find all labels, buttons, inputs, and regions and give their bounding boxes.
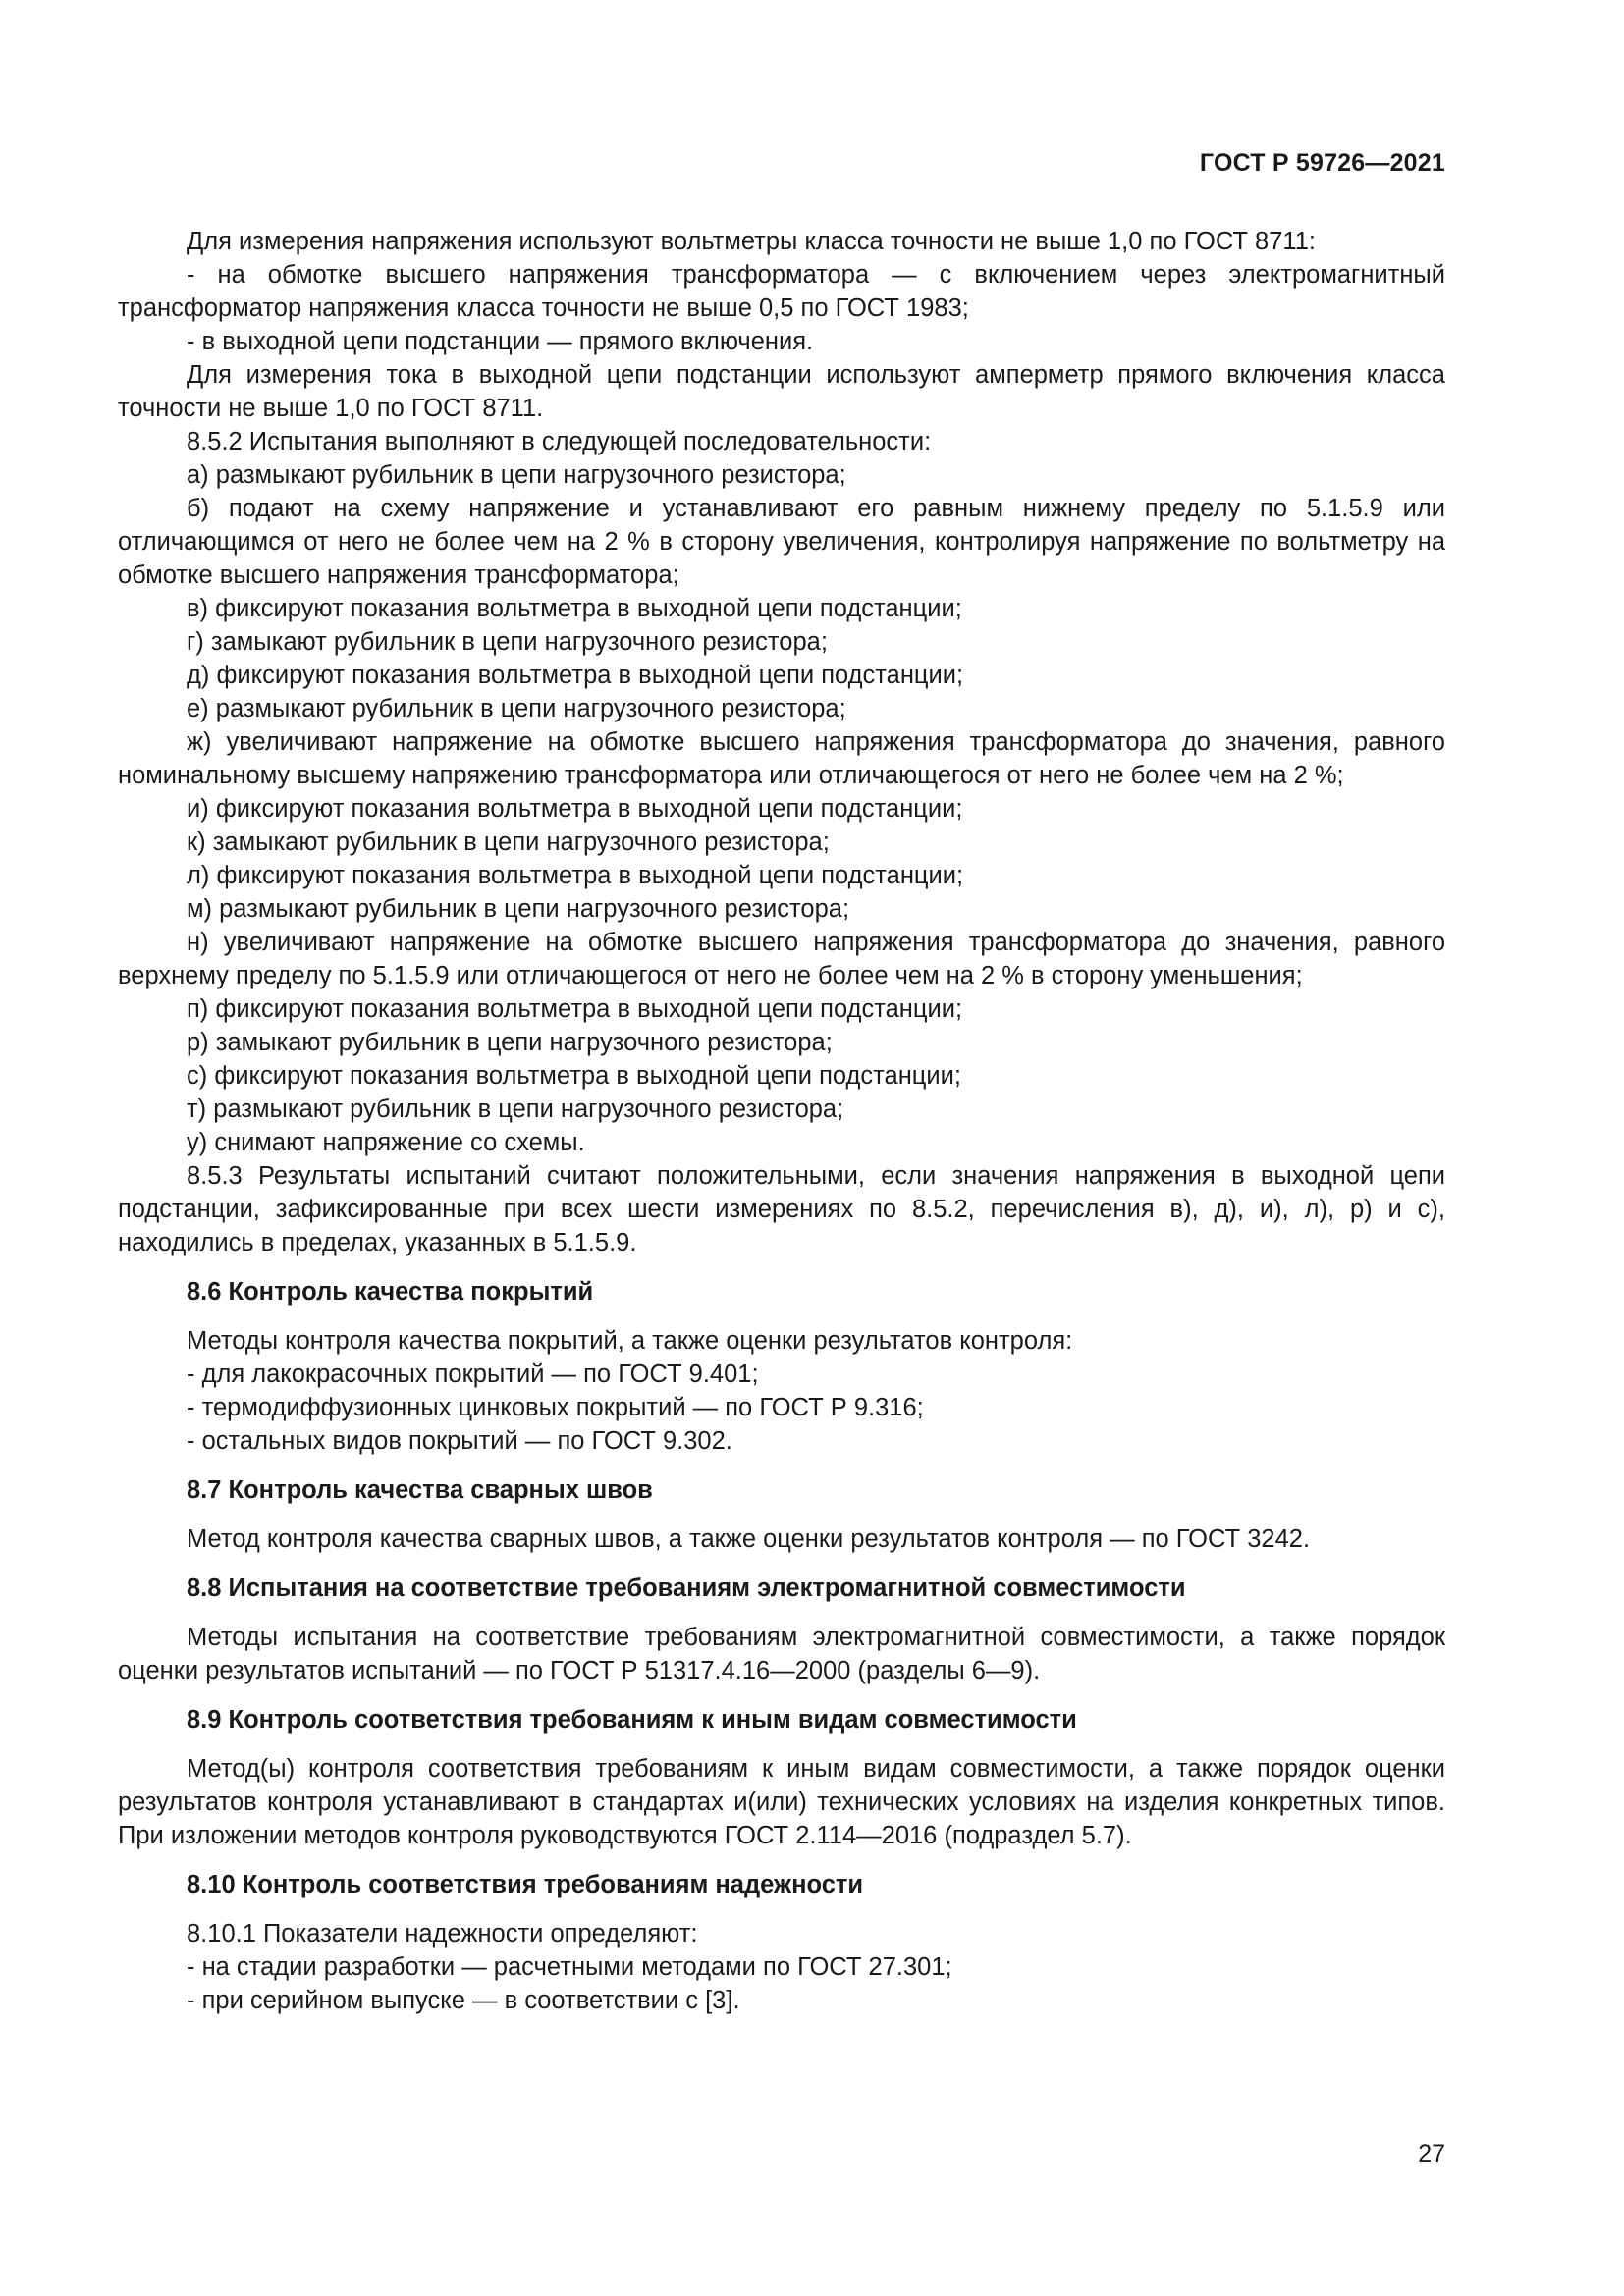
section-heading-8-10: 8.10 Контроль соответствия требованиям надежности [187, 1871, 864, 1898]
list-item: - при серийном выпуске — в соответствии с [3]. [187, 1987, 740, 2014]
paragraph: Метод контроля качества сварных швов, а также оценки результатов контроля — по ГОСТ 3242. [187, 1525, 1311, 1553]
list-item-l: л) фиксируют показания вольтметра в выходной цепи подстанции; [187, 862, 964, 889]
paragraph: 8.5.2 Испытания выполняют в следующей последовательности: [187, 428, 932, 455]
document-id-header: ГОСТ Р 59726—2021 [1199, 149, 1445, 177]
paragraph: Для измерения тока в выходной цепи подстанции используют амперметр прямого включения класса точности не выше 1,0 по ГОСТ 8711. [118, 361, 1445, 422]
list-item-i: и) фиксируют показания вольтметра в выходной цепи подстанции; [187, 795, 963, 823]
list-item-r: р) замыкают рубильник в цепи нагрузочного резистора; [187, 1029, 833, 1056]
list-item: - для лакокрасочных покрытий — по ГОСТ 9.401; [187, 1361, 759, 1388]
list-item-u: у) снимают напряжение со схемы. [187, 1129, 585, 1156]
list-item-s: с) фиксируют показания вольтметра в выходной цепи подстанции; [187, 1062, 961, 1090]
list-item-a: а) размыкают рубильник в цепи нагрузочного резистора; [187, 461, 846, 489]
list-item-n: н) увеличивают напряжение на обмотке высшего напряжения трансформатора до значения, равного верхнему пределу по 5.1.5.9 или отличающегося от него не более чем на 2 % в сторону уменьшения; [118, 929, 1445, 989]
paragraph-8-5-3: 8.5.3 Результаты испытаний считают положительными, если значения напряжения в выходной цепи подстанции, зафиксированные при всех шести измерениях по 8.5.2, перечисления в), д), и), л), р) и с), находились в пределах, указанных в 5.1.5.9. [118, 1162, 1445, 1256]
list-item-g: г) замыкают рубильник в цепи нагрузочного резистора; [187, 628, 828, 656]
list-item-b: б) подают на схему напряжение и устанавливают его равным нижнему пределу по 5.1.5.9 или отличающимся от него не более чем на 2 % в сторону увеличения, контролируя напряжение по вольтметру на обмотке высшего напряжения трансформатора; [118, 495, 1445, 589]
section-heading-8-9: 8.9 Контроль соответствия требованиям к иным видам совместимости [187, 1706, 1077, 1734]
paragraph: Методы испытания на соответствие требованиям электромагнитной совместимости, а также порядок оценки результатов испытаний — по ГОСТ Р 51317.4.16—2000 (разделы 6—9). [118, 1624, 1445, 1684]
paragraph: 8.10.1 Показатели надежности определяют: [187, 1920, 698, 1948]
section-heading-8-6: 8.6 Контроль качества покрытий [187, 1278, 594, 1306]
list-item-d: д) фиксируют показания вольтметра в выходной цепи подстанции; [187, 662, 964, 689]
section-heading-8-8: 8.8 Испытания на соответствие требованиям электромагнитной совместимости [187, 1575, 1186, 1602]
section-heading-8-7: 8.7 Контроль качества сварных швов [187, 1476, 653, 1504]
list-item: - термодиффузионных цинковых покрытий — по ГОСТ Р 9.316; [187, 1394, 924, 1421]
list-item: - остальных видов покрытий — по ГОСТ 9.302. [187, 1427, 732, 1455]
page-number: 27 [1418, 2140, 1445, 2167]
paragraph: - в выходной цепи подстанции — прямого включения. [187, 328, 814, 355]
list-item-t: т) размыкают рубильник в цепи нагрузочного резистора; [187, 1095, 844, 1123]
paragraph: - на обмотке высшего напряжения трансформатора — с включением через электромагнитный трансформатор напряжения класса точности не выше 0,5 по ГОСТ 1983; [118, 261, 1445, 322]
list-item-e: е) размыкают рубильник в цепи нагрузочного резистора; [187, 695, 846, 722]
document-body [118, 225, 1445, 2017]
paragraph: Метод(ы) контроля соответствия требованиям к иным видам совместимости, а также порядок оценки результатов контроля устанавливают в стандартах и(или) технических условиях на изделия конкретных типов. При изложении методов контроля руководствуются ГОСТ 2.114—2016 (подраздел 5.7). [118, 1755, 1445, 1849]
list-item-zh: ж) увеличивают напряжение на обмотке высшего напряжения трансформатора до значения, равного номинальному высшему напряжению трансформатора или отличающегося от него не более чем на 2 %; [118, 728, 1445, 789]
list-item-v: в) фиксируют показания вольтметра в выходной цепи подстанции; [187, 595, 962, 622]
list-item: - на стадии разработки — расчетными методами по ГОСТ 27.301; [187, 1953, 952, 1981]
list-item-k: к) замыкают рубильник в цепи нагрузочного резистора; [187, 828, 830, 856]
paragraph: Для измерения напряжения используют вольтметры класса точности не выше 1,0 по ГОСТ 8711: [187, 228, 1316, 255]
list-item-p: п) фиксируют показания вольтметра в выходной цепи подстанции; [187, 995, 963, 1023]
paragraph: Методы контроля качества покрытий, а также оценки результатов контроля: [187, 1327, 1073, 1355]
list-item-m: м) размыкают рубильник в цепи нагрузочного резистора; [187, 895, 850, 923]
